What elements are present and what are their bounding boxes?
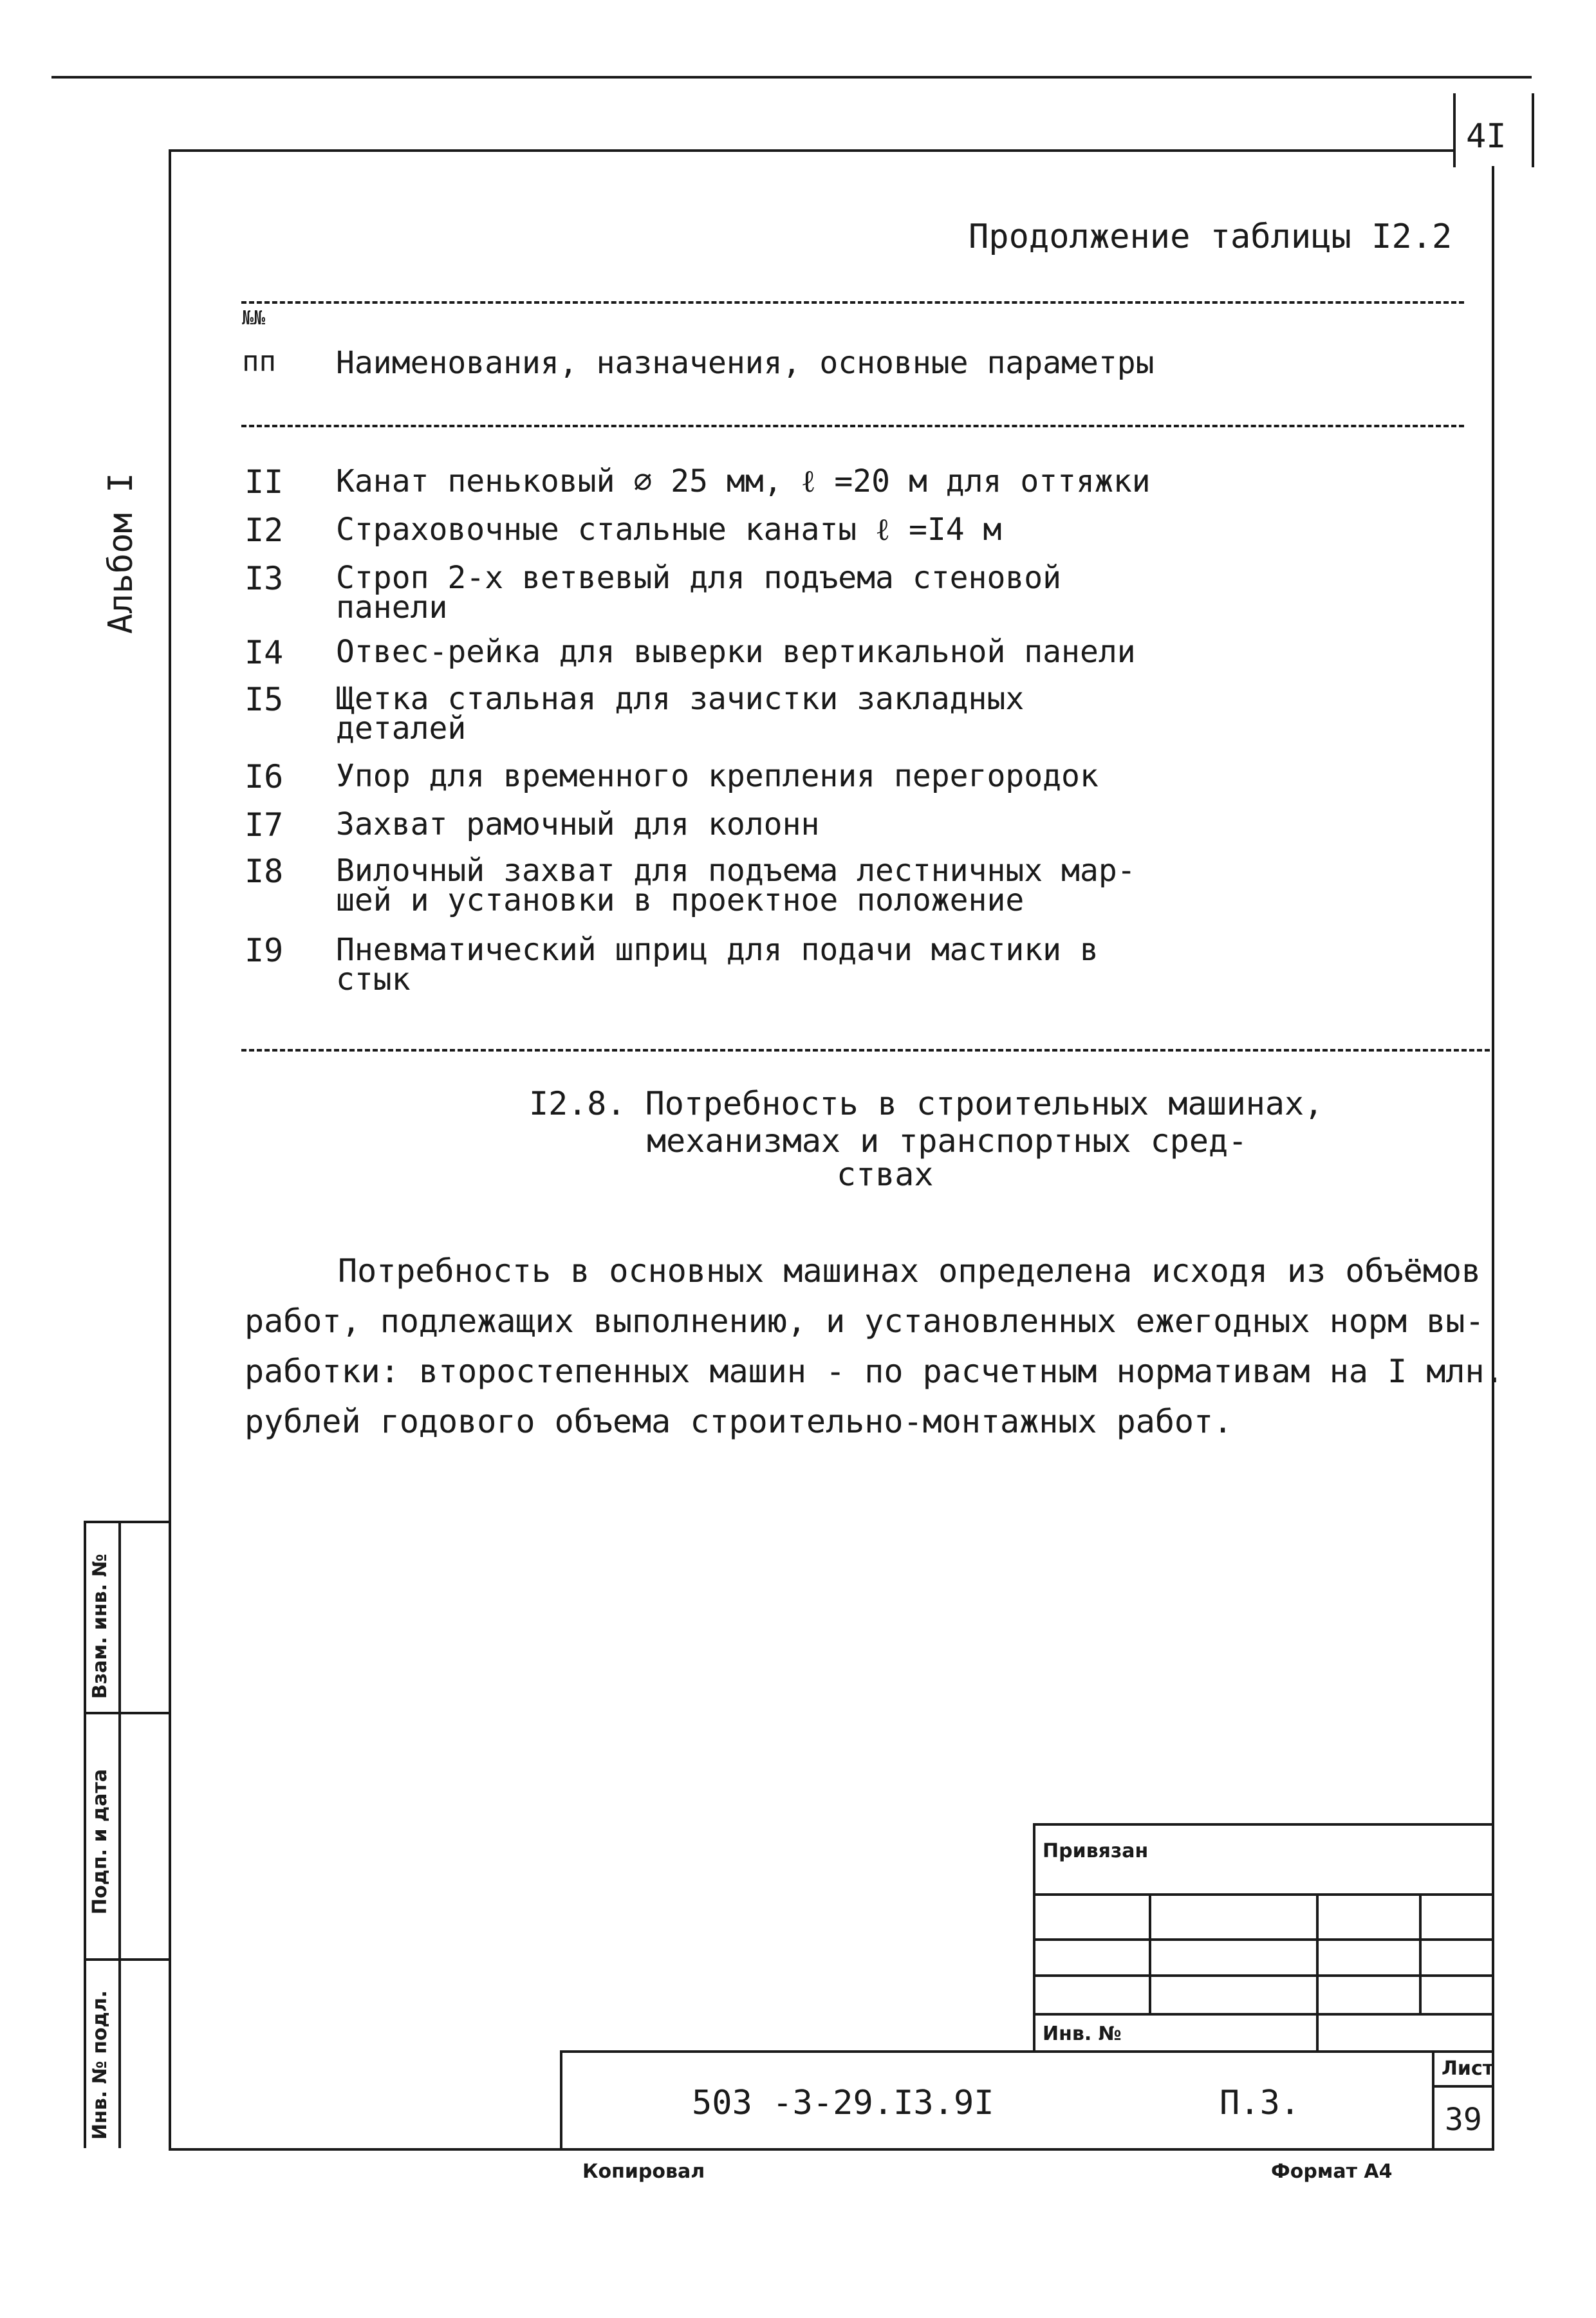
table-top-rule — [241, 301, 1464, 304]
frame-bottom — [169, 2148, 1494, 2151]
page-number-box-left — [1453, 93, 1456, 167]
row-text: Пневматический шприц для подачи мастики в стык — [336, 932, 1099, 997]
left-stamp-inner — [118, 1521, 121, 2148]
sheet-number: 39 — [1445, 2102, 1482, 2138]
row-number: II — [245, 463, 284, 501]
page-number: 4I — [1466, 117, 1507, 156]
frame-right — [1492, 166, 1494, 2151]
frame-top — [169, 149, 1456, 152]
podp-data-label: Подп. и дата — [89, 1768, 111, 1915]
row-number: I7 — [245, 806, 284, 844]
row-text: Щетка стальная для зачистки закладных деталей — [336, 681, 1025, 746]
format-label: Формат А4 — [1271, 2160, 1393, 2183]
tb-row1 — [1033, 1893, 1492, 1896]
left-stamp-div2 — [84, 1958, 169, 1961]
table-continuation-title: Продолжение таблицы I2.2 — [969, 218, 1452, 256]
row-text: Страховочные стальные канаты ℓ =I4 м — [336, 512, 1002, 548]
document-code: 503 -3-29.I3.9I — [692, 2084, 994, 2122]
table-bottom-rule — [241, 1049, 1490, 1052]
tb-outer-left — [1033, 1823, 1035, 2052]
table-header-num-1: №№ — [242, 307, 266, 329]
sheet-label: Лист — [1442, 2057, 1494, 2080]
tb-row3 — [1033, 1974, 1492, 1977]
frame-left — [169, 149, 171, 2151]
row-text: Захват рамочный для колонн — [336, 806, 820, 842]
tb-main-left — [560, 2050, 562, 2151]
row-number: I6 — [245, 758, 284, 795]
tb-sheet-left — [1432, 2050, 1434, 2151]
album-label: Альбом I — [102, 472, 140, 634]
left-stamp-top — [84, 1521, 169, 1523]
row-number: I3 — [245, 560, 284, 597]
inv-podl-label: Инв. № подл. — [89, 1990, 111, 2140]
row-number: I2 — [245, 512, 284, 549]
row-number: I8 — [245, 853, 284, 890]
left-stamp-div1 — [84, 1712, 169, 1714]
tb-col2 — [1316, 1893, 1319, 2052]
row-text: Строп 2-х ветвевый для подъема стеновой панели — [336, 560, 1062, 626]
table-header-title: Наименования, назначения, основные параметры — [336, 345, 1155, 381]
section-heading-line3: ствах — [837, 1156, 934, 1193]
row-text: Вилочный захват для подъема лестничных мар- шей и установки в проектное положение — [336, 853, 1136, 918]
copied-label: Копировал — [582, 2160, 705, 2183]
privyazan-label: Привязан — [1043, 1840, 1149, 1862]
row-number: I9 — [245, 932, 284, 969]
row-text: Упор для временного крепления перегородок — [336, 758, 1099, 794]
paragraph-line3: работки: второстепенных машин - по расчетным нормативам на I млн. — [245, 1353, 1504, 1390]
vzam-inv-label: Взам. инв. № — [89, 1553, 111, 1699]
row-number: I4 — [245, 634, 284, 671]
left-stamp-outer — [84, 1521, 86, 2148]
section-heading-line1: I2.8. Потребность в строительных машинах, — [529, 1085, 1324, 1122]
paragraph-line4: рублей годового объема строительно-монтажных работ. — [245, 1403, 1233, 1440]
document-section: П.З. — [1220, 2084, 1301, 2122]
section-heading-line2: механизмах и транспортных сред- — [647, 1122, 1248, 1160]
tb-col1 — [1149, 1893, 1151, 2014]
table-header-rule — [241, 425, 1464, 427]
row-text: Канат пеньковый ∅ 25 мм, ℓ =20 м для оттяжки — [336, 463, 1151, 499]
tb-outer-top — [1033, 1823, 1492, 1826]
paragraph-line2: работ, подлежащих выполнению, и установленных ежегодных норм вы- — [245, 1303, 1485, 1340]
tb-sheet-divider — [1432, 2085, 1493, 2088]
row-number: I5 — [245, 681, 284, 718]
tb-col3 — [1419, 1893, 1422, 2014]
tb-row4 — [1033, 2013, 1492, 2016]
inv-no-label: Инв. № — [1043, 2023, 1122, 2045]
tb-main-top — [560, 2050, 1493, 2053]
tb-row2 — [1033, 1938, 1492, 1941]
table-header-num-2: пп — [242, 345, 276, 378]
page-number-box-right — [1532, 93, 1534, 167]
row-text: Отвес-рейка для выверки вертикальной панели — [336, 634, 1136, 670]
paragraph-line1: Потребность в основных машинах определена исходя из объёмов — [338, 1252, 1481, 1290]
top-rule — [51, 76, 1532, 79]
